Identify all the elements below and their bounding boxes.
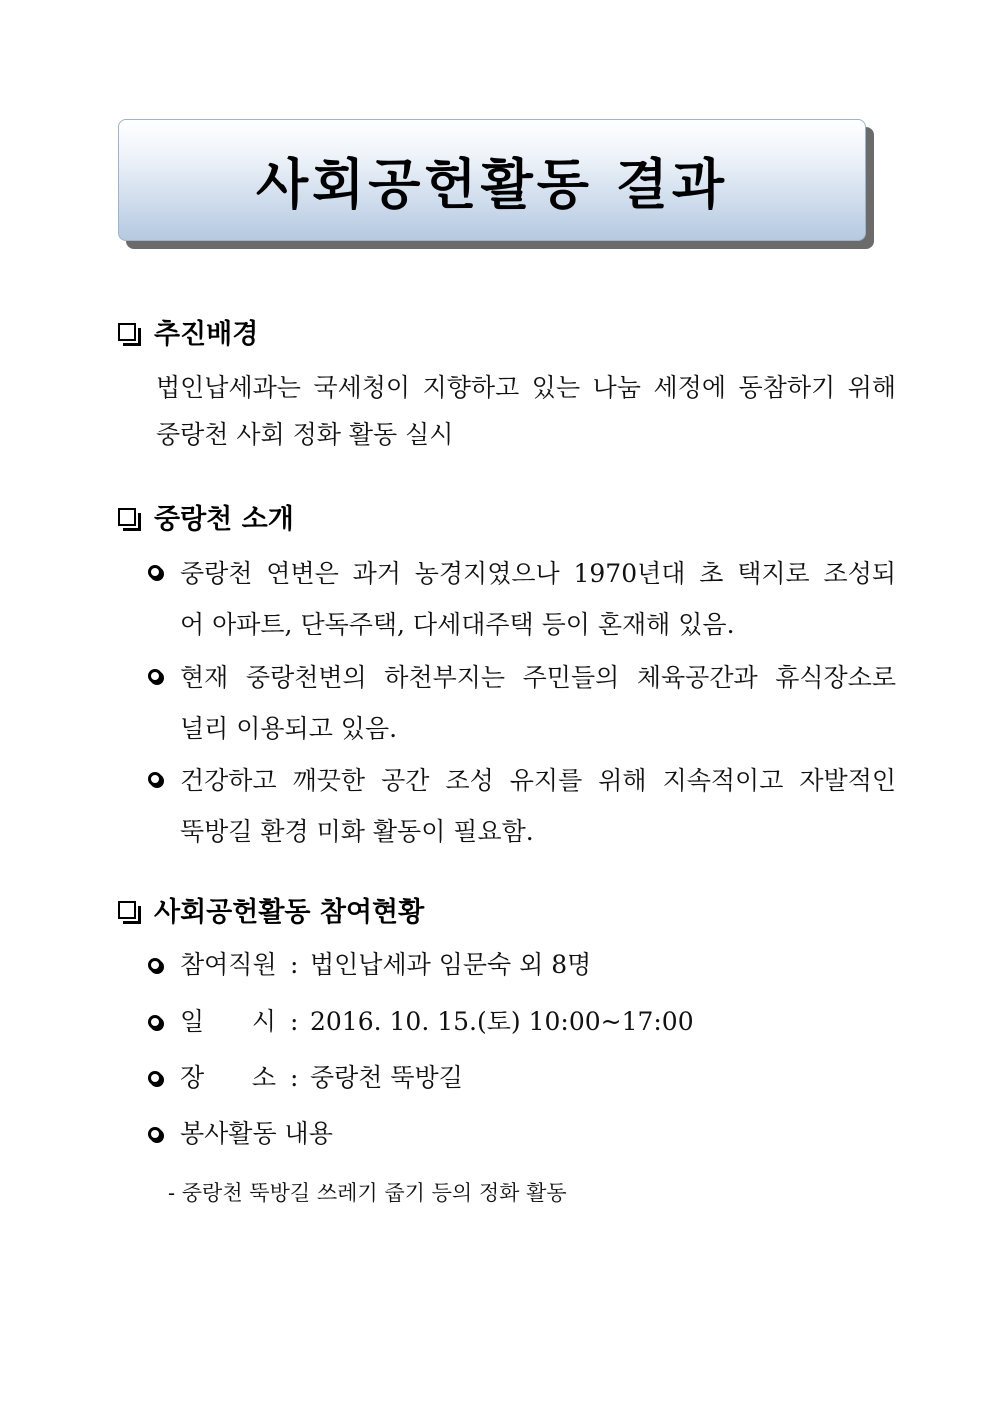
row-separator: :	[290, 1007, 299, 1036]
intro-bullet-3	[148, 755, 896, 857]
section-heading-background	[118, 312, 258, 351]
section-heading-intro	[118, 497, 294, 536]
checkbox-square-icon	[118, 323, 136, 341]
row-value: 2016. 10. 15.(토) 10:00~17:00	[310, 1007, 694, 1036]
bullet-line: 현재 중랑천변의 하천부지는 주민들의 체육공간과 휴식장소로	[180, 663, 896, 692]
section-heading-label: 사회공헌활동 참여현황	[154, 897, 425, 928]
participation-row-datetime	[148, 1002, 896, 1042]
section-heading-label: 추진배경	[154, 319, 259, 350]
bullet-line: 널리 이용되고 있음.	[180, 714, 398, 743]
bullet-circle-icon	[148, 958, 162, 972]
row-value: 법인납세과 임문숙 외 8명	[310, 950, 592, 979]
bullet-circle-icon	[148, 772, 162, 786]
activity-detail: - 중랑천 뚝방길 쓰레기 줍기 등의 정화 활동	[168, 1181, 567, 1205]
row-label: 봉사활동 내용	[180, 1119, 333, 1148]
participation-row-place	[148, 1058, 896, 1098]
page-title: 사회공헌활동 결과	[255, 152, 729, 216]
checkbox-square-icon	[118, 508, 136, 526]
title-banner	[118, 119, 866, 241]
bullet-circle-icon	[148, 1127, 162, 1141]
checkbox-square-icon	[118, 901, 136, 919]
row-label: 장 소	[180, 1063, 276, 1092]
participation-row-activity	[148, 1114, 896, 1154]
section-heading-label: 중랑천 소개	[154, 504, 294, 535]
bullet-line: 뚝방길 환경 미화 활동이 필요함.	[180, 817, 534, 846]
row-separator: :	[290, 1063, 299, 1092]
row-label: 일 시	[180, 1007, 276, 1036]
bullet-circle-icon	[148, 565, 162, 579]
bullet-circle-icon	[148, 1015, 162, 1029]
background-paragraph	[156, 364, 896, 458]
row-separator: :	[290, 950, 299, 979]
bullet-circle-icon	[148, 669, 162, 683]
paragraph-line: 법인납세과는 국세청이 지향하고 있는 나눔 세정에 동참하기 위해	[156, 373, 896, 402]
bullet-line: 중랑천 연변은 과거 농경지였으나 1970년대 초 택지로 조성되	[180, 559, 896, 588]
intro-bullet-2	[148, 652, 896, 754]
participation-row-staff	[148, 945, 896, 985]
bullet-line: 어 아파트, 단독주택, 다세대주택 등이 혼재해 있음.	[180, 610, 735, 639]
bullet-circle-icon	[148, 1071, 162, 1085]
section-heading-participation	[118, 890, 424, 929]
bullet-line: 건강하고 깨끗한 공간 조성 유지를 위해 지속적이고 자발적인	[180, 766, 896, 795]
row-label: 참여직원	[180, 950, 277, 979]
intro-bullet-1	[148, 548, 896, 650]
row-value: 중랑천 뚝방길	[310, 1063, 463, 1092]
paragraph-line: 중랑천 사회 정화 활동 실시	[156, 420, 454, 449]
